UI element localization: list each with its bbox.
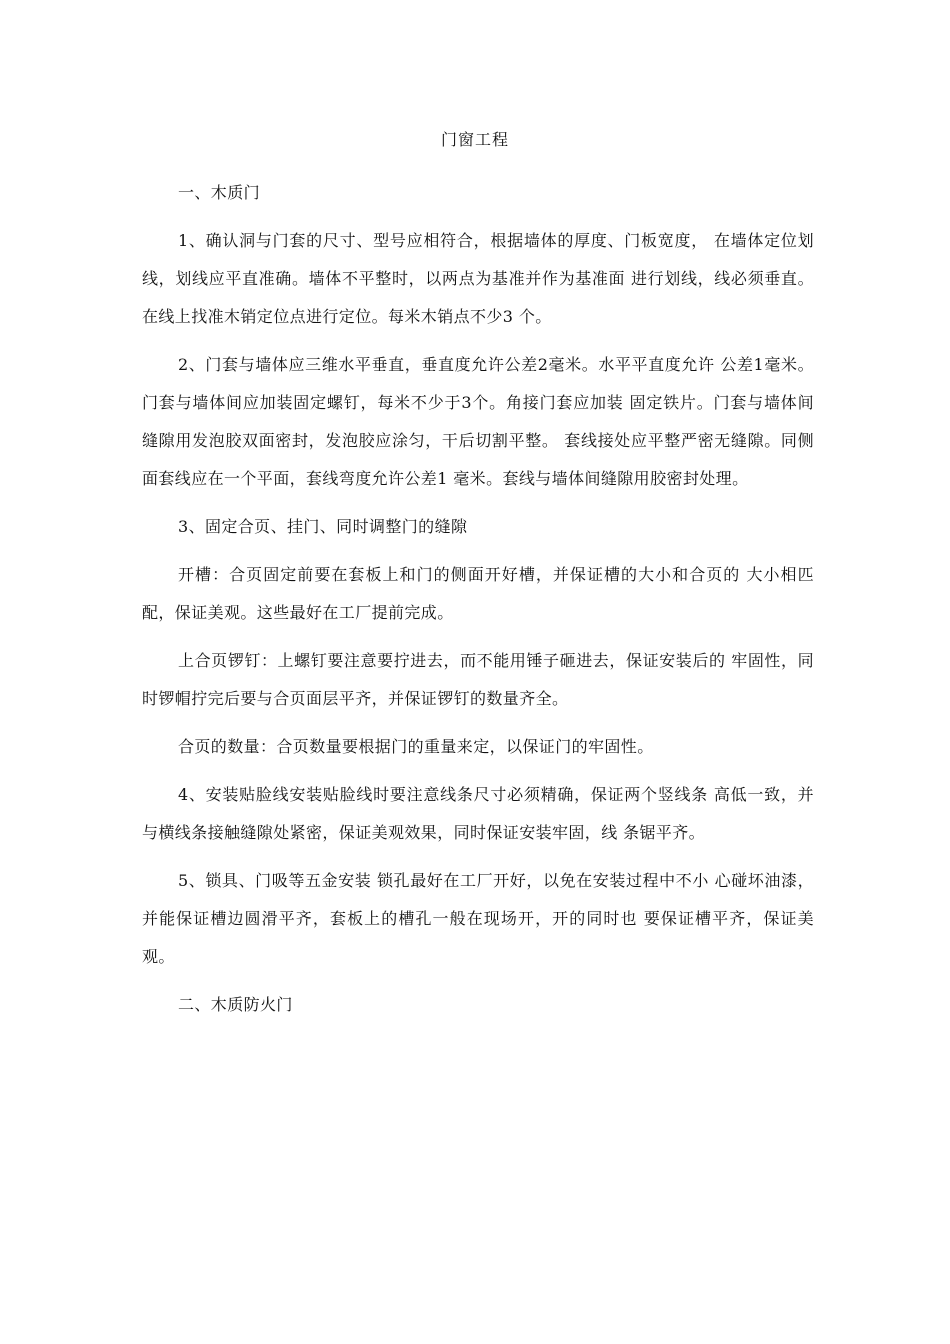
document-body xyxy=(142,174,814,1034)
paragraph-hinge-screws: 上合页锣钉：上螺钉要注意要拧进去，而不能用锤子砸进去，保证安装后的 牢固性，同时锣帽拧完后要与合页面层平齐，并保证锣钉的数量齐全。 xyxy=(142,651,814,708)
paragraph-step-2: 2、门套与墙体应三维水平垂直，垂直度允许公差2毫米。水平平直度允许 公差1毫米。门套与墙体间应加装固定螺钉，每米不少于3个。角接门套应加装 固定铁片。门套与墙体间缝隙用发泡胶双面密封，发泡胶应涂匀，干后切割平整。 套线接处应平整严密无缝隙。同侧面套线应在一个平面，套线弯度允许公差1 毫米。套线与墙体间缝隙用胶密封处理。 xyxy=(142,355,814,488)
document-title: 门窗工程 xyxy=(440,130,509,149)
paragraph-step-5: 5、锁具、门吸等五金安装 锁孔最好在工厂开好，以免在安装过程中不小 心碰坏油漆，并能保证槽边圆滑平齐，套板上的槽孔一般在现场开，开的同时也 要保证槽平齐，保证美观。 xyxy=(142,871,814,966)
paragraph-step-1: 1、确认洞与门套的尺寸、型号应相符合，根据墙体的厚度、门板宽度， 在墙体定位划线，划线应平直准确。墙体不平整时，以两点为基准并作为基准面 进行划线，线必须垂直。在线上找准木销定位点进行定位。每米木销点不少3 个。 xyxy=(142,231,814,326)
paragraph-hinge-count: 合页的数量：合页数量要根据门的重量来定，以保证门的牢固性。 xyxy=(178,737,654,756)
paragraph-step-3: 3、固定合页、挂门、同时调整门的缝隙 xyxy=(178,517,468,536)
paragraph-step-4: 4、安装贴脸线安装贴脸线时要注意线条尺寸必须精确，保证两个竖线条 高低一致，并与横线条接触缝隙处紧密，保证美观效果，同时保证安装牢固，线 条锯平齐。 xyxy=(142,785,814,842)
paragraph-slotting: 开槽：合页固定前要在套板上和门的侧面开好槽，并保证槽的大小和合页的 大小相匹配，保证美观。这些最好在工厂提前完成。 xyxy=(142,565,814,622)
section-heading-fire-door: 二、木质防火门 xyxy=(178,995,293,1014)
section-heading-wooden-door: 一、木质门 xyxy=(178,183,261,202)
